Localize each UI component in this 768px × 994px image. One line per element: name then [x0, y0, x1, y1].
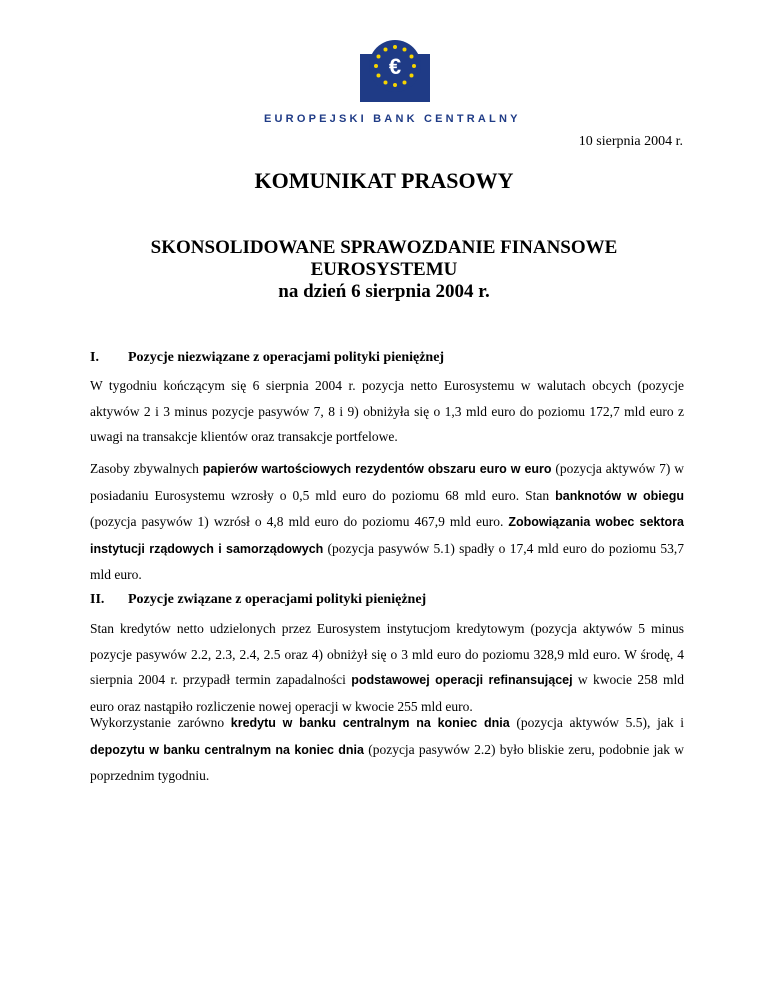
bold-main-refinancing: podstawowej operacji refinansującej	[351, 673, 573, 687]
press-release-date: 10 sierpnia 2004 r.	[578, 134, 683, 149]
subtitle-line-2: EUROSYSTEMU	[310, 259, 458, 280]
section-2-heading	[90, 592, 680, 608]
section-2-paragraph-2: Wykorzystanie zarówno kredytu w banku centralnym na koniec dnia (pozycja aktywów 5.5), jak i depozytu w banku centralnym na koniec dnia (pozycja pasywów 2.2) było bliskie zeru, podobnie jak w poprzednim tygodniu.	[90, 715, 685, 783]
bank-name: EUROPEJSKI BANK CENTRALNY	[264, 113, 521, 125]
section-1-number: I.	[90, 350, 99, 365]
subtitle-line-3: na dzień 6 sierpnia 2004 r.	[278, 281, 490, 302]
section-2-title: Pozycje związane z operacjami polityki pieniężnej	[128, 592, 427, 607]
section-2-paragraph-1: Stan kredytów netto udzielonych przez Eurosystem instytucjom kredytowym (pozycja aktywów 5 minus pozycje pasywów 2.2, 2.3, 2.4, 2.5 oraz 4) obniżył się o 3 mld euro do poziomu 328,9 mld euro. W środę, 4 sierpnia 2004 r. przypadł termin zapadalności podstawowej operacji refinansującej w kwocie 258 mld euro oraz nastąpiło rozliczenie nowej operacji w kwocie 255 mld euro.	[90, 621, 684, 714]
bold-government-liabilities: Zobowiązania wobec sektora instytucji rządowych i samorządowych	[90, 515, 684, 556]
page-subtitle	[0, 237, 768, 303]
bold-marginal-lending: kredytu w banku centralnym na koniec dnia	[230, 716, 510, 730]
bold-deposit-facility: depozytu w banku centralnym na koniec dnia	[90, 742, 364, 757]
section-1-paragraph-2: Zasoby zbywalnych papierów wartościowych rezydentów obszaru euro w euro (pozycja aktywów 7) w posiadaniu Eurosystemu wzrosły o 0,5 mld euro do poziomu 68 mld euro. Stan banknotów w obiegu (pozycja pasywów 1) wzrósł o 4,8 mld euro do poziomu 467,9 mld euro. Zobowiązania wobec sektora instytucji rządowych i samorządowych (pozycja pasywów 5.1) spadły o 17,4 mld euro do poziomu 53,7 mld euro.	[90, 461, 684, 582]
bold-banknotes: banknotów w obiegu	[555, 488, 684, 503]
ecb-euro-logo-icon	[360, 40, 430, 102]
section-1-heading	[90, 350, 680, 366]
section-1-title: Pozycje niezwiązane z operacjami polityki pieniężnej	[128, 350, 445, 365]
section-1-paragraph-1: W tygodniu kończącym się 6 sierpnia 2004 r. pozycja netto Eurosystemu w walutach obcych (pozycje aktywów 2 i 3 minus pozycje pasywów 7, 8 i 9) obniżyła się o 1,3 mld euro do poziomu 172,7 mld euro z uwagi na transakcje klientów oraz transakcje portfelowe.	[90, 378, 684, 444]
euro-symbol: €	[388, 54, 402, 79]
page-title: KOMUNIKAT PRASOWY	[254, 168, 514, 193]
bold-securities: papierów wartościowych rezydentów obszaru euro w euro	[202, 462, 552, 476]
subtitle-line-1: SKONSOLIDOWANE SPRAWOZDANIE FINANSOWE	[150, 237, 618, 258]
section-2-number: II.	[90, 592, 105, 607]
